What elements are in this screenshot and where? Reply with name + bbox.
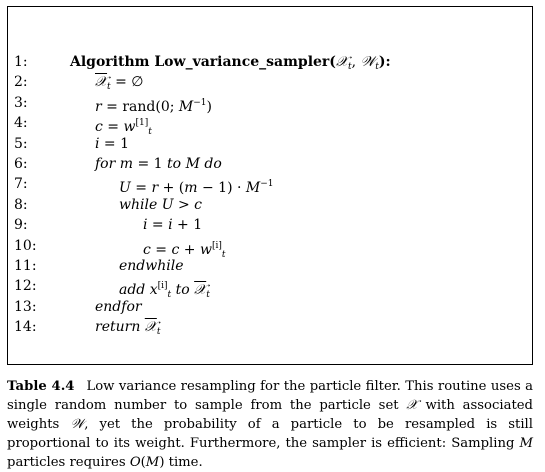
table-caption <box>7 377 533 472</box>
code-token: i <box>95 135 100 152</box>
code-token: = ∅ <box>110 74 144 91</box>
code-token: = <box>102 119 124 136</box>
code-token: 𝒳 <box>144 319 157 336</box>
code-token: r <box>95 98 102 115</box>
caption-token: with associated weights <box>7 398 534 432</box>
code-token: U <box>119 180 131 197</box>
code-token: i <box>168 217 173 234</box>
code-token: w <box>123 119 136 136</box>
code-token: t <box>221 249 226 260</box>
caption-token: Low variance resampling for the particle filter. This routine uses a single random number to sample from the particle set <box>7 379 534 413</box>
algorithm-line <box>8 317 532 337</box>
algorithm-line <box>8 276 532 301</box>
code-token: i <box>143 217 148 234</box>
line-number: 9: <box>14 217 28 234</box>
code-token: + 1 <box>172 217 203 234</box>
algorithm-line <box>8 236 532 260</box>
code-token: c <box>143 241 151 258</box>
algorithm-line <box>8 113 532 138</box>
caption-label: Table 4.4 <box>7 379 75 394</box>
algorithm-line <box>8 154 532 174</box>
algorithm-line <box>8 72 532 92</box>
line-code <box>95 297 142 317</box>
code-token: ) <box>206 98 212 115</box>
caption-token: particles requires <box>7 455 130 470</box>
line-code <box>95 134 129 154</box>
line-code <box>119 256 184 276</box>
code-token: while <box>119 196 162 213</box>
line-number: 11: <box>14 258 37 274</box>
code-token: + ( <box>158 180 185 197</box>
caption-token: M <box>519 436 533 451</box>
code-token: , <box>351 54 361 70</box>
code-token: r <box>151 180 159 197</box>
code-token: 𝒳 <box>95 74 108 91</box>
code-token: 𝒳 <box>194 282 207 299</box>
code-token: −1 <box>260 179 274 190</box>
caption-token: 𝒲 <box>70 417 85 432</box>
line-code <box>143 215 202 235</box>
line-number: 6: <box>14 156 28 172</box>
line-number: 7: <box>14 176 28 193</box>
code-token: x <box>149 282 158 299</box>
code-token: t <box>375 62 379 72</box>
algorithm-line <box>8 174 532 197</box>
code-token: 𝒳 <box>335 54 348 70</box>
algorithm-line <box>8 297 532 317</box>
code-token: t <box>107 82 111 93</box>
caption-text <box>7 379 533 470</box>
code-token: c <box>171 241 180 258</box>
code-token: t <box>156 327 161 338</box>
algorithm-line <box>8 195 532 215</box>
code-token: U <box>161 196 174 213</box>
code-token: − 1) · <box>197 180 246 197</box>
code-token: [i] <box>157 281 168 292</box>
code-token: M <box>178 98 194 115</box>
code-token: t <box>148 127 152 138</box>
code-token: t <box>167 290 172 301</box>
code-token: M <box>185 156 200 172</box>
code-token: c <box>95 119 103 136</box>
caption-token: ( <box>140 455 146 470</box>
algorithm-line <box>8 93 532 113</box>
code-token: return <box>95 319 145 336</box>
code-token: + <box>179 241 200 258</box>
code-token: m <box>119 156 134 172</box>
line-number: 1: <box>14 54 28 70</box>
line-code <box>95 154 222 174</box>
code-token: −1 <box>193 97 207 108</box>
caption-token: M <box>145 455 160 470</box>
line-number: 8: <box>14 196 28 213</box>
line-code <box>95 317 160 342</box>
line-code <box>119 195 202 215</box>
code-token: = <box>150 241 172 258</box>
code-token: endwhile <box>119 258 184 274</box>
code-token: endfor <box>95 298 142 315</box>
code-token: to <box>171 282 195 299</box>
caption-token: 𝒳 <box>406 398 418 413</box>
code-token: c <box>194 196 202 213</box>
algorithm-line <box>8 215 532 235</box>
code-token: Algorithm Low_variance_sampler( <box>70 54 336 70</box>
algorithm-line <box>8 52 532 72</box>
line-number: 13: <box>14 298 37 315</box>
code-token: 𝒲 <box>360 54 376 70</box>
code-token: = <box>130 180 152 197</box>
code-token: = rand(0; <box>101 98 179 115</box>
code-token: to <box>167 156 186 172</box>
code-token: add <box>119 282 150 299</box>
code-token: for <box>95 156 120 172</box>
code-token: ): <box>378 54 391 70</box>
caption-token: ) time. <box>159 455 203 470</box>
code-token: [i] <box>211 240 222 251</box>
code-token: w <box>199 241 212 258</box>
code-token: m <box>184 180 198 197</box>
algorithm-box <box>7 6 533 365</box>
line-number: 12: <box>14 278 37 295</box>
line-number: 14: <box>14 319 37 336</box>
code-token: > <box>173 196 195 213</box>
caption-token: , yet the probability of a particle to be resampled is still proportional to its weight. Furthermore, the sampler is efficient: Sampling <box>7 417 533 451</box>
code-token: [1] <box>135 118 149 129</box>
code-token: = 1 <box>133 156 168 172</box>
code-token: M <box>245 180 261 197</box>
code-token: t <box>347 62 352 72</box>
line-number: 3: <box>14 94 28 111</box>
line-number: 10: <box>14 237 37 254</box>
code-token: = <box>147 217 169 234</box>
caption-token: O <box>129 455 141 470</box>
algorithm-line <box>8 134 532 154</box>
algorithm-line <box>8 256 532 276</box>
code-token: do <box>199 156 222 172</box>
line-number: 4: <box>14 115 28 132</box>
code-token: t <box>206 290 210 301</box>
code-token: = 1 <box>99 135 130 152</box>
line-number: 5: <box>14 135 28 152</box>
line-number: 2: <box>14 74 28 91</box>
